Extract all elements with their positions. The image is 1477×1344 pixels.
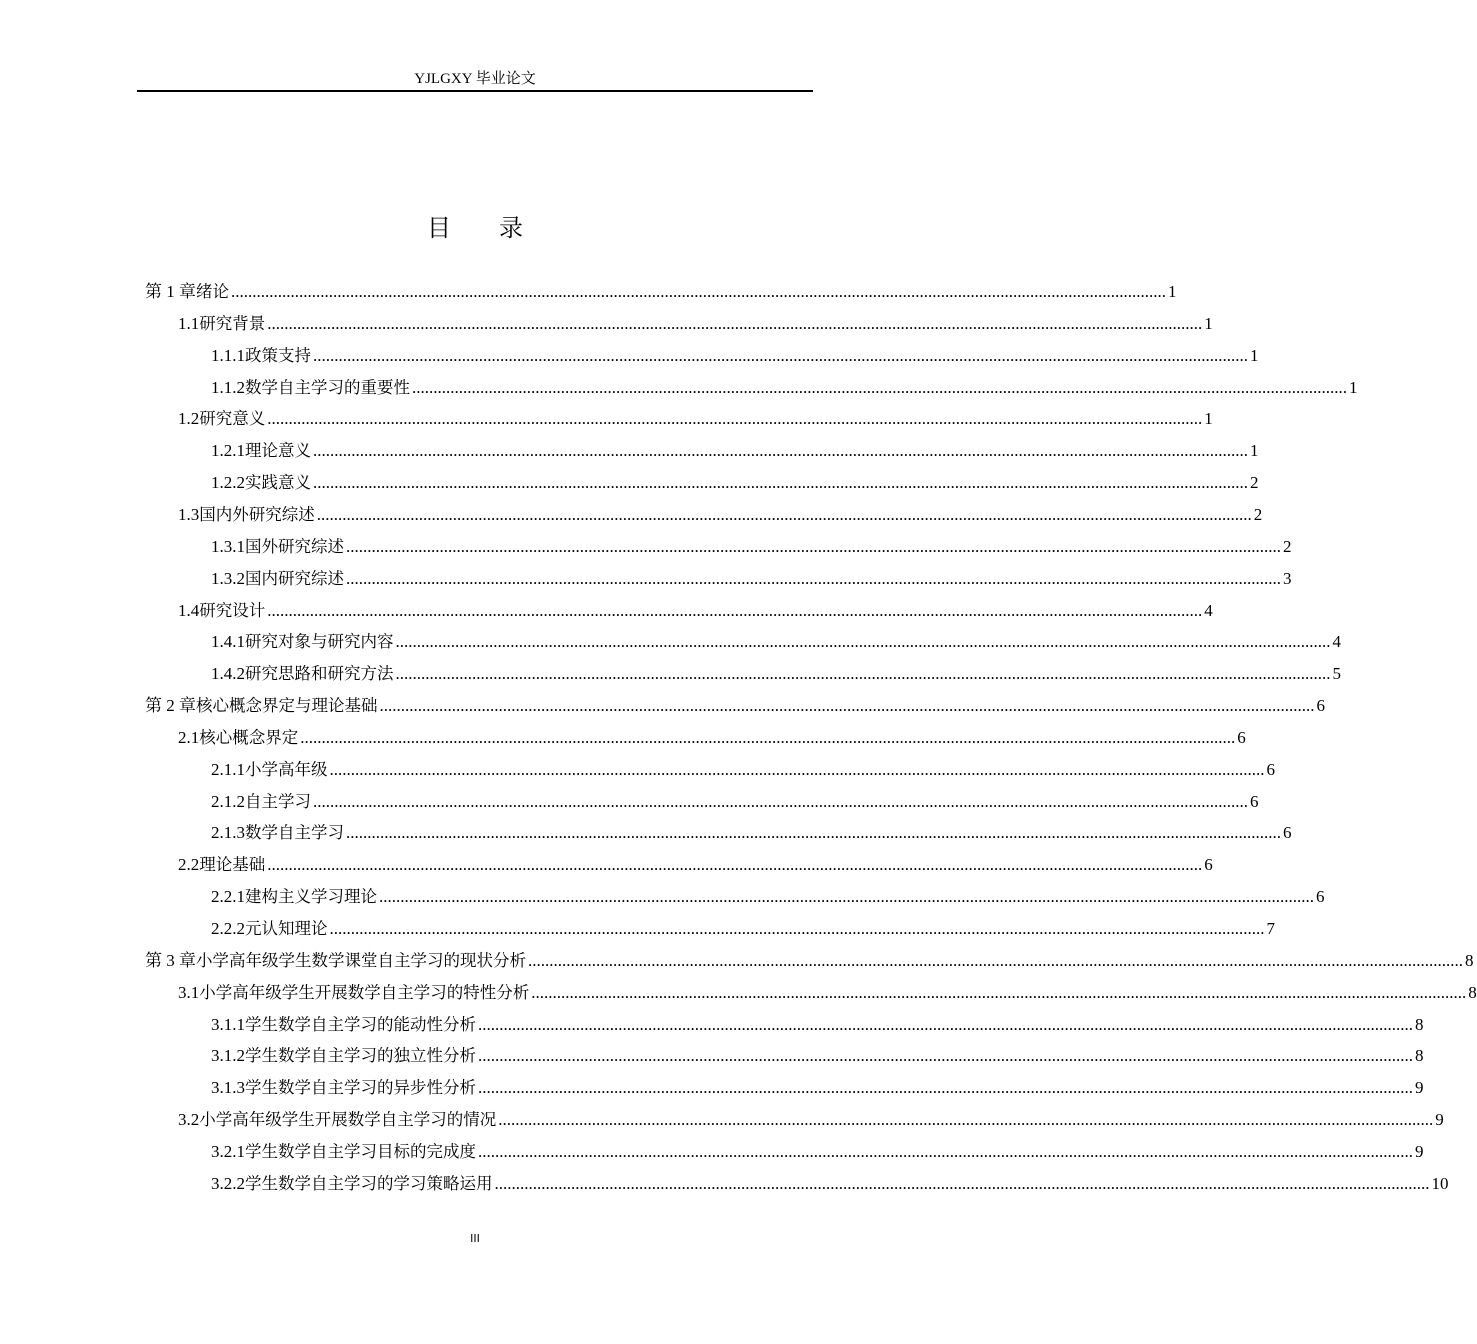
toc-entry-page: 6 [1237,727,1246,747]
toc-entry-number: 第 2 章 [145,696,196,716]
toc-entry-page: 8 [1415,1014,1424,1034]
toc-title: 目 录 [427,214,523,242]
toc-entry-number: 1.3.1 [211,536,245,556]
toc-entry[interactable] [178,1104,1444,1136]
toc-entry-page: 1 [1349,377,1358,397]
toc-entry-number: 3.2 [178,1110,200,1130]
dot-leader: ............................................................................................................................................................................................................................ [313,473,1248,493]
toc-entry-title: 国外研究综述 [245,536,344,556]
toc-entry-page: 9 [1415,1141,1424,1161]
toc-entry-page: 6 [1283,823,1292,843]
toc-entry-title: 学生数学自主学习的学习策略运用 [245,1173,493,1193]
toc-entry[interactable] [211,372,1358,404]
toc-entry[interactable] [211,563,1292,595]
toc-entry-page: 6 [1204,855,1213,875]
dot-leader: ............................................................................................................................................................................................................................ [346,823,1281,843]
toc-entry-page: 2 [1253,504,1263,524]
toc-entry-title: 理论意义 [245,441,311,461]
dot-leader: ............................................................................................................................................................................................................................ [478,1141,1413,1161]
toc-entry-page: 5 [1332,664,1341,684]
toc-entry-title: 学生数学自主学习目标的完成度 [245,1141,476,1161]
toc-entry[interactable] [211,467,1259,499]
toc-entry-number: 2.2 [178,855,200,875]
toc-entry-title: 小学高年级学生数学课堂自主学习的现状分析 [196,950,526,970]
toc-entry-number: 1.4 [178,600,200,620]
toc-entry-title: 学生数学自主学习的异步性分析 [245,1078,476,1098]
toc-entry-page: 4 [1332,632,1341,652]
toc-entry-page: 9 [1435,1110,1444,1130]
toc-entry-number: 3.2.1 [211,1141,245,1161]
toc-entry[interactable] [211,881,1325,913]
dot-leader: ............................................................................................................................................................................................................................ [494,1173,1430,1193]
toc-entry[interactable] [178,308,1213,340]
toc-entry-title: 小学高年级 [245,759,328,779]
toc-entry-number: 1.2 [178,409,200,429]
toc-entry-number: 1.1.1 [211,345,245,365]
toc-entry[interactable] [211,817,1292,849]
dot-leader: ............................................................................................................................................................................................................................ [531,982,1467,1002]
toc-entry-number: 1.3.2 [211,568,245,588]
dot-leader: ............................................................................................................................................................................................................................ [528,950,1463,970]
toc-entry-page: 1 [1204,409,1213,429]
toc-entry-number: 2.1 [178,727,200,747]
toc-entry-number: 2.1.1 [211,759,245,779]
dot-leader: ............................................................................................................................................................................................................................ [379,887,1314,907]
toc-entry-page: 8 [1468,982,1477,1002]
dot-leader: ............................................................................................................................................................................................................................ [379,696,1315,716]
toc-entry[interactable] [178,499,1263,531]
toc-entry[interactable] [211,1136,1424,1168]
page-number: III [470,1232,480,1245]
toc-entry-title: 元认知理论 [245,919,328,938]
toc-entry-page: 1 [1204,313,1213,333]
toc-entry-number: 3.1.3 [211,1078,245,1098]
toc-entry-title: 数学自主学习的重要性 [245,377,410,397]
toc-entry-page: 1 [1168,282,1177,301]
toc-entry[interactable] [211,1168,1449,1200]
toc-entry-number: 3.2.2 [211,1173,245,1193]
dot-leader: ............................................................................................................................................................................................................................ [346,568,1281,588]
dot-leader: ............................................................................................................................................................................................................................ [300,727,1236,747]
toc-entry-page: 10 [1431,1173,1449,1193]
toc-entry-title: 研究意义 [199,409,266,429]
toc-entry[interactable] [211,435,1259,467]
toc-entry-number: 1.4.2 [211,664,245,684]
toc-entry-title: 研究对象与研究内容 [245,632,394,652]
toc-entry[interactable] [145,276,1177,308]
toc-entry-number: 第 3 章 [145,950,196,970]
toc-entry-page: 3 [1283,568,1292,588]
dot-leader: ............................................................................................................................................................................................................................ [313,441,1248,461]
toc-entry-page: 6 [1316,887,1325,907]
toc-entry-title: 绪论 [196,282,229,301]
toc-entry-number: 2.2.2 [211,919,245,938]
toc-entry-title: 研究背景 [199,313,266,333]
toc-entry[interactable] [211,340,1259,372]
toc-entry-number: 3.1.1 [211,1014,245,1034]
dot-leader: ............................................................................................................................................................................................................................ [313,791,1248,811]
toc-entry-number: 2.1.3 [211,823,245,843]
toc-entry-page: 7 [1266,919,1275,938]
toc-entry-number: 1.2.1 [211,441,245,461]
toc-entry[interactable] [211,1009,1424,1041]
toc-entry[interactable] [211,913,1275,945]
header-rule [137,90,813,92]
toc-entry[interactable] [211,658,1341,690]
toc-entry-page: 1 [1250,441,1259,461]
toc-entry-title: 研究设计 [199,600,266,620]
toc-entry[interactable] [145,945,1474,977]
dot-leader: ............................................................................................................................................................................................................................ [478,1046,1413,1066]
toc-entry-number: 1.2.2 [211,473,245,493]
toc-entry-title: 政策支持 [245,345,311,365]
toc-entry[interactable] [178,403,1213,435]
toc-entry-title: 学生数学自主学习的独立性分析 [245,1046,476,1066]
dot-leader: ............................................................................................................................................................................................................................ [267,313,1203,333]
dot-leader: ............................................................................................................................................................................................................................ [316,504,1252,524]
toc-entry-number: 1.1.2 [211,377,245,397]
toc-entry-number: 第 1 章 [145,282,196,301]
dot-leader: ............................................................................................................................................................................................................................ [412,377,1347,397]
toc-entry-title: 数学自主学习 [245,823,344,843]
toc-entry-number: 2.1.2 [211,791,245,811]
toc-entry[interactable] [211,1040,1424,1072]
toc-entry-title: 建构主义学习理论 [245,887,377,907]
running-header: YJLGXY 毕业论文 [414,71,536,87]
toc-entry-page: 4 [1204,600,1213,620]
dot-leader: ............................................................................................................................................................................................................................ [313,345,1248,365]
dot-leader: ............................................................................................................................................................................................................................ [395,664,1331,684]
dot-leader: ............................................................................................................................................................................................................................ [267,409,1203,429]
toc-entry-page: 8 [1415,1046,1424,1066]
toc-entry-number: 1.3 [178,504,200,524]
toc-entry-title: 小学高年级学生开展数学自主学习的情况 [199,1110,497,1130]
toc-entry[interactable] [211,754,1275,786]
toc-entry[interactable] [145,690,1325,722]
toc-entry-page: 9 [1415,1078,1424,1098]
toc-entry[interactable] [178,849,1213,881]
dot-leader: ............................................................................................................................................................................................................................ [329,759,1265,779]
toc-entry-number: 3.1 [178,982,200,1002]
toc-entry-number: 1.4.1 [211,632,245,652]
toc-entry[interactable] [211,786,1259,818]
toc-entry-title: 研究思路和研究方法 [245,664,394,684]
toc-entry[interactable] [178,977,1477,1009]
toc-entry-title: 核心概念界定与理论基础 [196,696,378,716]
dot-leader: ............................................................................................................................................................................................................................ [329,919,1265,938]
toc-entry-title: 学生数学自主学习的能动性分析 [245,1014,476,1034]
toc-entry[interactable] [178,722,1246,754]
toc-entry[interactable] [211,531,1292,563]
toc-entry-title: 理论基础 [199,855,266,875]
toc-entry-page: 2 [1250,473,1259,493]
dot-leader: ............................................................................................................................................................................................................................ [231,282,1166,301]
toc-entry[interactable] [178,595,1213,627]
toc-entry-title: 国内外研究综述 [199,504,315,524]
dot-leader: ............................................................................................................................................................................................................................ [498,1110,1434,1130]
toc-entry[interactable] [211,1072,1424,1104]
dot-leader: ............................................................................................................................................................................................................................ [478,1078,1413,1098]
dot-leader: ............................................................................................................................................................................................................................ [346,536,1281,556]
toc-entry-page: 6 [1316,696,1325,716]
toc-entry-number: 3.1.2 [211,1046,245,1066]
dot-leader: ............................................................................................................................................................................................................................ [395,632,1331,652]
dot-leader: ............................................................................................................................................................................................................................ [478,1014,1413,1034]
toc-entry[interactable] [211,626,1341,658]
toc-entry-title: 小学高年级学生开展数学自主学习的特性分析 [199,982,530,1002]
toc-entry-page: 2 [1283,536,1292,556]
toc-entry-number: 2.2.1 [211,887,245,907]
toc-entry-title: 国内研究综述 [245,568,344,588]
toc-entry-title: 自主学习 [245,791,311,811]
toc-entry-title: 实践意义 [245,473,311,493]
toc-entry-number: 1.1 [178,313,200,333]
dot-leader: ............................................................................................................................................................................................................................ [267,600,1203,620]
dot-leader: ............................................................................................................................................................................................................................ [267,855,1203,875]
toc-entry-page: 1 [1250,345,1259,365]
toc-entry-page: 8 [1465,950,1474,970]
toc-entry-page: 6 [1266,759,1275,779]
toc-entry-title: 核心概念界定 [199,727,299,747]
toc-entry-page: 6 [1250,791,1259,811]
